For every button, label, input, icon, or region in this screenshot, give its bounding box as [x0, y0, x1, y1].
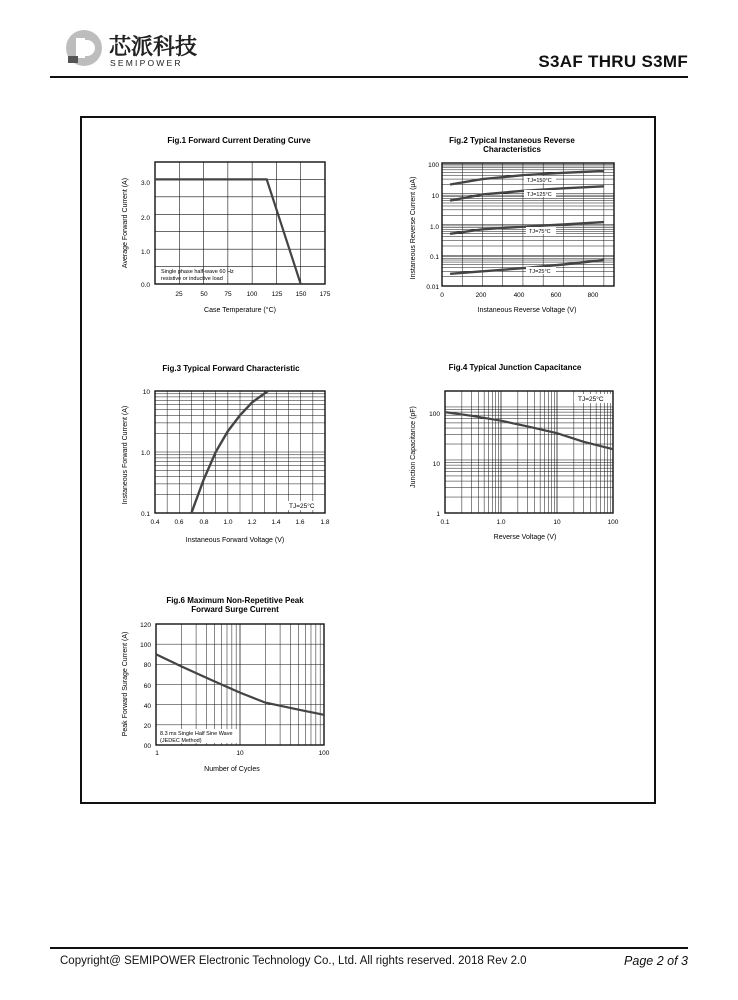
- fig6-xtick: 1: [155, 750, 159, 757]
- fig6-xlabel: Number of Cycles: [204, 766, 260, 773]
- fig4-ylabel: Junction Capacitance (pF): [410, 406, 417, 488]
- fig1-xtick: 75: [224, 291, 232, 298]
- fig2-ytick: 10: [431, 193, 439, 200]
- fig6-ytick: 40: [143, 703, 151, 710]
- fig2-title-2: Characteristics: [483, 145, 541, 154]
- company-name-cn: 芯派科技: [109, 34, 198, 59]
- fig2-ytick: 0.1: [429, 254, 439, 261]
- fig4-note: TJ=25°C: [578, 396, 604, 403]
- fig4-ytick: 1: [436, 511, 440, 518]
- fig6-ytick: 00: [143, 743, 151, 750]
- fig2-ylabel: Instaneous Reverse Current (μA): [410, 176, 417, 280]
- fig2-xtick: 0: [440, 292, 444, 299]
- fig1-xtick: 125: [271, 291, 283, 298]
- fig2-xtick: 600: [550, 292, 562, 299]
- footer-copyright: Copyright@ SEMIPOWER Electronic Technology Co., Ltd. All rights reserved. 2018 Rev 2.0: [60, 955, 527, 967]
- fig4-xtick: 1.0: [496, 519, 506, 526]
- fig3-xtick: 1.6: [295, 519, 305, 526]
- footer-page-number: Page 2 of 3: [624, 954, 688, 968]
- fig3-xlabel: Instaneous Forward Voltage (V): [185, 537, 285, 544]
- fig1-title: Fig.1 Forward Current Derating Curve: [167, 136, 311, 145]
- fig6-note-2: (JEDEC Method): [160, 738, 202, 744]
- fig3-note: TJ=25°C: [289, 503, 315, 510]
- fig6-title-1: Fig.6 Maximum Non-Repetitive Peak: [166, 596, 304, 605]
- fig2-label-125c: TJ=125°C: [527, 192, 552, 198]
- fig3-xtick: 1.8: [320, 519, 330, 526]
- fig4-ytick: 10: [432, 461, 440, 468]
- fig3-chart: [122, 364, 330, 544]
- fig6-chart: [122, 596, 330, 773]
- fig1-ytick: 1.0: [140, 249, 150, 256]
- fig3-ylabel: Instaneous Forward Current (A): [122, 405, 129, 505]
- fig6-ytick: 80: [143, 662, 151, 669]
- fig4-chart: [410, 363, 619, 541]
- fig1-xlabel: Case Temperature (°C): [204, 307, 276, 314]
- fig1-ytick: 0.0: [140, 282, 150, 289]
- fig3-xtick: 1.2: [247, 519, 257, 526]
- fig2-label-25c: TJ=25°C: [529, 269, 551, 275]
- fig4-xtick: 100: [607, 519, 619, 526]
- fig1-xtick: 175: [319, 291, 331, 298]
- fig4-xlabel: Reverse Voltage (V): [493, 534, 557, 541]
- fig2-ytick: 0.01: [426, 284, 439, 291]
- fig2-ytick: 1.0: [429, 224, 439, 231]
- fig2-chart: [410, 136, 614, 314]
- fig3-ytick: 0.1: [140, 511, 150, 518]
- fig4-curve: [445, 412, 613, 449]
- fig3-xtick: 1.4: [271, 519, 281, 526]
- fig3-xtick: 0.6: [174, 519, 184, 526]
- fig4-ytick: 100: [429, 411, 440, 418]
- fig1-ytick: 2.0: [140, 215, 150, 222]
- fig6-ytick: 20: [143, 723, 151, 730]
- fig1-note-2: resistive or inductive load: [161, 276, 223, 282]
- fig1-xtick: 100: [246, 291, 258, 298]
- fig6-xtick: 10: [236, 750, 244, 757]
- fig4-xtick: 10: [553, 519, 561, 526]
- fig1-ytick: 3.0: [140, 180, 150, 187]
- fig3-ytick: 10: [142, 389, 150, 396]
- fig3-xtick: 0.8: [199, 519, 209, 526]
- fig1-note-1: Single phase half-wave 60 Hz: [161, 269, 234, 275]
- company-name-en: SEMIPOWER: [110, 58, 183, 68]
- fig6-ytick: 60: [143, 683, 151, 690]
- fig2-xtick: 800: [587, 292, 599, 299]
- fig3-xtick: 1.0: [223, 519, 233, 526]
- fig1-chart: [122, 136, 331, 314]
- fig2-title-1: Fig.2 Typical Instaneous Reverse: [449, 136, 575, 145]
- fig6-title-2: Forward Surge Current: [191, 605, 279, 614]
- fig3-ytick: 1.0: [140, 450, 150, 457]
- part-number-title: S3AF THRU S3MF: [538, 52, 688, 71]
- fig3-xtick: 0.4: [150, 519, 160, 526]
- fig6-xtick: 100: [318, 750, 330, 757]
- fig2-ytick: 100: [428, 162, 439, 169]
- fig2-xlabel: Instaneous Reverse Voltage (V): [477, 307, 577, 314]
- fig4-title: Fig.4 Typical Junction Capacitance: [448, 363, 582, 372]
- fig1-xtick: 150: [295, 291, 307, 298]
- fig2-xtick: 400: [513, 292, 525, 299]
- fig2-label-150c: TJ=150°C: [527, 178, 552, 184]
- fig6-ylabel: Peak Forward Surage Current (A): [122, 631, 129, 737]
- fig3-title: Fig.3 Typical Forward Characteristic: [162, 364, 300, 373]
- fig6-ytick: 100: [140, 642, 151, 649]
- fig6-ytick: 120: [140, 622, 151, 629]
- fig1-ylabel: Average Forward Current (A): [122, 177, 129, 269]
- fig1-xtick: 25: [175, 291, 183, 298]
- footer-divider: [50, 947, 688, 949]
- fig6-note-1: 8.3 ms Single Half Sine Wave: [160, 731, 233, 737]
- fig4-xtick: 0.1: [440, 519, 450, 526]
- fig1-xtick: 50: [200, 291, 208, 298]
- fig2-label-75c: TJ=75°C: [529, 229, 551, 235]
- fig2-xtick: 200: [475, 292, 487, 299]
